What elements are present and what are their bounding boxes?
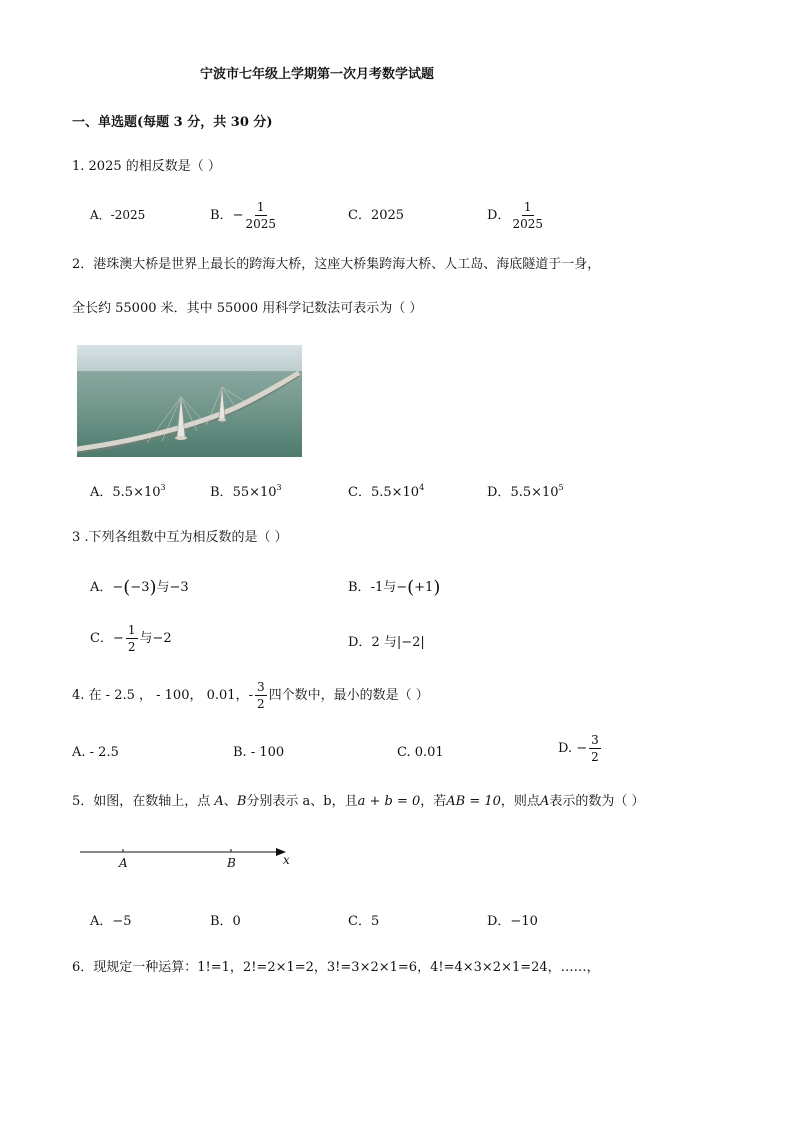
q1-option-b: B．− $\frac{1}{2025}$ xyxy=(210,200,277,231)
fraction: $\frac{1}{2025}$ xyxy=(512,200,543,231)
bridge-illustration xyxy=(77,345,302,457)
q4-option-b: B. ‑ 100 xyxy=(233,745,285,760)
axis-label-a: A xyxy=(119,856,128,870)
q3-option-d: D．2 与|−2| xyxy=(348,635,425,650)
question-1-stem: 1. 2025 的相反数是（ ） xyxy=(72,159,221,174)
fraction: $\frac{3}{2}$ xyxy=(591,733,599,764)
question-6-stem: 6．现规定一种运算：1!=1，2!=2×1=2，3!=3×2×1=6，4!=4×3×2×1=24，……， xyxy=(72,960,600,975)
bridge-photo xyxy=(77,345,302,457)
q5-option-c: C．5 xyxy=(348,914,380,929)
q5-option-d: D．−10 xyxy=(487,914,538,929)
section-header: 一、单选题(每题 3 分，共 30 分) xyxy=(72,115,273,130)
axis-label-b: B xyxy=(227,856,236,870)
question-2-line-2: 全长约 55000 米．其中 55000 用科学记数法可表示为（ ） xyxy=(72,301,423,316)
fraction: $\frac{1}{2}$ xyxy=(127,623,136,654)
q1-option-a: A．-2025 xyxy=(90,208,146,222)
q2-option-c: C．$5.5\times 10^4$ xyxy=(348,483,425,500)
question-3-stem: 3 .下列各组数中互为相反数的是（ ） xyxy=(72,530,288,545)
q2-option-d: D．$5.5\times 10^5$ xyxy=(487,483,564,500)
q4-option-a: A. ‑ 2.5 xyxy=(72,745,119,760)
question-2-line-1: 2．港珠澳大桥是世界上最长的跨海大桥，这座大桥集跨海大桥、人工岛、海底隧道于一身， xyxy=(72,257,601,272)
number-line xyxy=(80,842,300,874)
page-title: 宁波市七年级上学期第一次月考数学试题 xyxy=(200,67,435,82)
q5-option-a: A．−5 xyxy=(90,914,132,929)
fraction: $\frac{1}{2025}$ xyxy=(245,200,277,231)
question-4-stem: 4. 在 ‑ 2.5 ， ‑ 100， 0.01，- $\frac{3}{2}$ 四个数中，最小的数是（ ） xyxy=(72,680,429,711)
q2-option-b: B．$55\times 10^3$ xyxy=(210,483,282,500)
q5-option-b: B．0 xyxy=(210,914,241,929)
q3-option-b: B．-1与−(+1) xyxy=(348,577,441,598)
q4-option-c: C. 0.01 xyxy=(397,745,444,760)
q1-option-c: C．2025 xyxy=(348,208,405,223)
q4-option-d: D. − $\frac{3}{2}$ xyxy=(558,733,599,764)
q1-option-d: D． $\frac{1}{2025}$ xyxy=(487,200,543,231)
q2-option-a: A．$5.5\times 10^3$ xyxy=(90,483,166,500)
fraction: $\frac{3}{2}$ xyxy=(256,680,265,711)
axis-label-x: x xyxy=(283,853,290,867)
q3-option-c: C．− $\frac{1}{2}$ 与−2 xyxy=(90,623,172,654)
q3-option-a: A．−(−3)与−3 xyxy=(90,577,189,598)
question-5-stem: 5．如图，在数轴上，点 A、B分别表示 a、b，且a + b = 0，若AB = 10，则点A表示的数为（ ） xyxy=(72,794,645,809)
